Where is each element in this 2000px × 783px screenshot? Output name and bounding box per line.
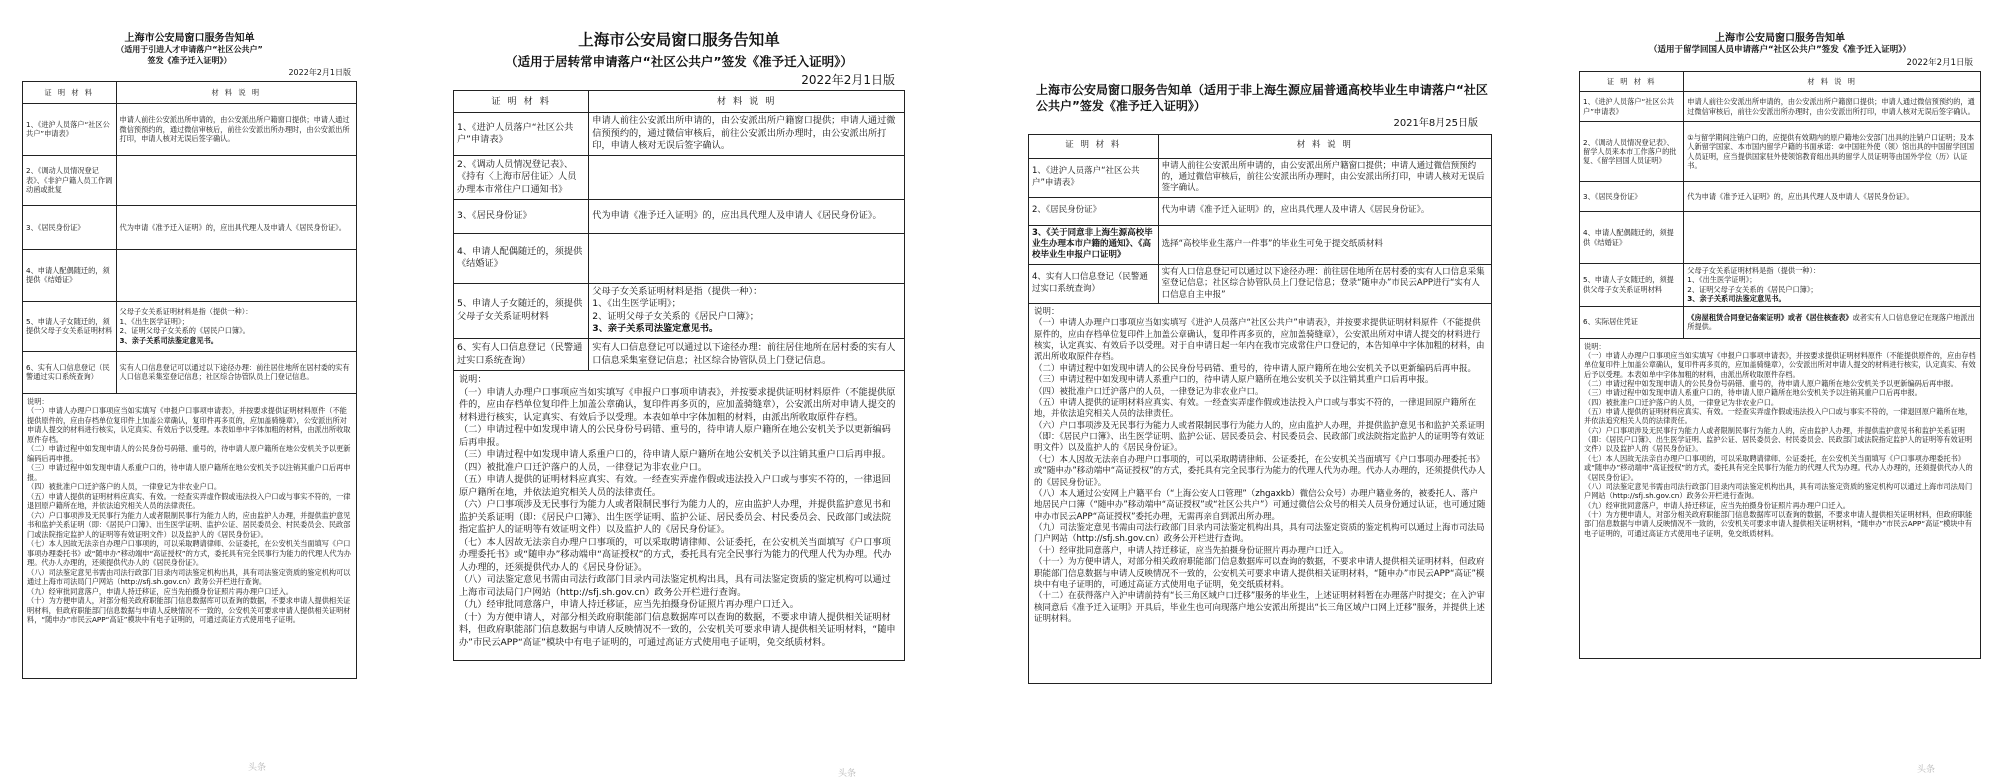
doc-date: 2021年8月25日版 — [1393, 118, 1478, 130]
watermark-text: 头条 — [838, 769, 857, 779]
note-item: （五）申请人提供的证明材料应真实、有效。一经查实弄虚作假或违法投入户口或与事实不符的，一律退回原户籍所在地，并依法追究相关人员的法律责任。 — [1034, 397, 1477, 420]
material-name: 1、《进沪人员落户“社区公共户”申请表》 — [23, 103, 117, 155]
description-bold: 3、亲子关系司法鉴定意见书。 — [592, 323, 719, 335]
note-item: （十）为方便申请人，对部分相关政府职能部门信息数据库可以查询的数据，不要求申请人提供相关证明材料，但政府职能部门信息数据与申请人反映情况不一致的，公安机关可要求申请人提供相关证明材料，“随申办”市民云APP“高证”模块中有电子证明的，可通过高证方式使用电子证明。 — [27, 596, 351, 625]
col-header-description: 材 料 说 明 — [116, 81, 356, 103]
material-description — [1684, 212, 1981, 264]
material-description — [1158, 197, 1491, 225]
doc-title: 上海市公安局窗口服务告知单 — [578, 31, 780, 49]
material-name: 5、申请人子女随迁的，须提供父母子女关系证明材料 — [454, 283, 589, 338]
note-item: （七）本人因故无法亲自办理户口事项的，可以采取聘请律师、公证委托，在公安机关当面填写《户口事项办理委托书》或“随申办”移动端申“高证授权”的方式，委托具有完全民事行为能力的代理人代为办理。代办人办理的，还须提供代办人的《居民身份证》。 — [459, 536, 892, 573]
description-text: 实有人口信息登记可以通过以下途径办理：前往居住地所在居村委的实有人口信息采集室登记信息；社区综合协管队员上门登记信息。 — [592, 341, 896, 366]
table-row — [1029, 197, 1492, 225]
material-description — [589, 155, 905, 199]
material-description — [1158, 225, 1491, 264]
material-name: 2、《调动人员情况登记表》、《持有〈上海市居住证〉人员办理本市常住户口通知书》 — [454, 155, 589, 199]
note-item: （三）申请过程中如发现申请人系重户口的，待申请人原户籍所在地公安机关予以注销其重户口后再申报。 — [1034, 375, 1434, 386]
material-name: 5、申请人子女随迁的，须提供父母子女关系证明材料 — [1580, 264, 1684, 306]
description-bold: 《房屋租赁合同登记备案证明》或者《居住核查表》 — [1687, 312, 1853, 322]
material-description — [1684, 182, 1981, 212]
material-name: 2、《调动人员情况登记表》、留学人员来本市工作落户的批复、《留学回国人员证明》 — [1580, 122, 1684, 182]
note-item: （四）被批准户口迁沪落户的人员，一律登记为非农业户口。 — [1034, 386, 1264, 397]
notice-doc-talent — [22, 28, 357, 778]
col-header-materials: 证 明 材 料 — [1029, 134, 1159, 158]
material-name: 6、实有人口信息登记（民警通过实口系统查询） — [23, 351, 117, 393]
note-item: （十）为方便申请人，对部分相关政府职能部门信息数据库可以查询的数据，不要求申请人提供相关证明材料，但政府职能部门信息数据与申请人反映情况不一致的，公安机关可要求申请人提供相关证明材料，“随申办”市民云APP“高证”模块中有电子证明的，可通过高证方式使用电子证明，免交纸质材料。 — [1584, 510, 1973, 538]
notes-heading: 说明： — [1034, 306, 1060, 317]
note-item: （四）被批准户口迁沪落户的人员，一律登记为非农业户口。 — [1584, 397, 1779, 407]
watermark-text: 头条 — [1917, 765, 1936, 775]
material-name: 1、《进沪人员落户“社区公共户”申请表》 — [1029, 158, 1159, 197]
doc-date: 2022年2月1日版 — [1906, 58, 1973, 69]
description-text: 代为申请《准予迁入证明》的，应出具代理人及申请人《居民身份证》。 — [119, 222, 346, 232]
note-item: （十二）在获得落户入沪申请前持有“长三角区域户口迁移”服务的毕业生，上述证明材料暂在办理落户时提交；在入沪审核同意后《准予迁入证明》开具后，毕业生也可向现落户地公安派出所提出“长三角区域户口网上迁移”服务，并提供上述证明材料。 — [1034, 591, 1485, 625]
note-item: （七）本人因故无法亲自办理户口事项的，可以采取聘请律师、公证委托，在公安机关当面填写《户口事项办理委托书》或“随申办”移动端申“高证授权”的方式，委托具有完全民事行为能力的代理人代为办理。代办人办理的，还须提供代办人的《居民身份证》。 — [27, 539, 351, 568]
material-description — [589, 199, 905, 233]
note-item: （七）本人因故无法亲自办理户口事项的，可以采取聘请律师、公证委托，在公安机关当面填写《户口事项办理委托书》或“随申办”移动端申“高证授权”的方式，委托具有完全民事行为能力的代理人代为办理。代办人办理的，还须提供代办人的《居民身份证》。 — [1034, 454, 1486, 488]
note-item: （六）户口事项涉及无民事行为能力人或者限制民事行为能力人的，应由监护人办理，并提供监护意见书和监护关系证明（即：《居民户口簿》、出生医学证明、监护公证、居民委员会、村民委员会、民政部门或法院指定监护人的证明等有效证明文件）以及监护人的《居民身份证》。 — [459, 499, 891, 536]
note-item: （七）本人因故无法亲自办理户口事项的，可以采取聘请律师、公证委托，在公安机关当面填写《户口事项办理委托书》或“随申办”移动端申“高证授权”的方式，委托具有完全民事行为能力的代理人代为办理。代办人办理的，还须提供代办人的《居民身份证》。 — [1584, 453, 1973, 482]
note-item: （三）申请过程中如发现申请人系重户口的，待申请人原户籍所在地公安机关予以注销其重户口后再申报。 — [459, 449, 891, 461]
col-header-materials: 证 明 材 料 — [454, 91, 589, 113]
notice-doc-graduate — [1028, 82, 1492, 772]
description-list-item: 2、证明父母子女关系的《居民户口簿》。 — [119, 326, 250, 336]
table-row — [1580, 182, 1981, 212]
materials-table — [1579, 71, 1981, 338]
description-text: 申请人前往公安派出所申请的，由公安派出所户籍窗口提供；申请人通过微信预预约的，通过微信审核后，前往公安派出所办理时，由公安派出所打印，申请人核对无误后签字确认。 — [592, 115, 896, 152]
description-text: 父母子女关系证明材料是指（提供一种）： — [592, 285, 763, 297]
description-text: 申请人前往公安派出所申请的，由公安派出所户籍窗口提供；申请人通过微信预预约的，通过微信审核后，前往公安派出所办理时，由公安派出所打印，申请人核对无误后签字确认。 — [1161, 160, 1485, 194]
note-item: （二）申请过程中如发现申请人的公民身份号码错、重号的，待申请人原户籍所在地公安机关予以更新编码后再申报。 — [1584, 378, 1958, 388]
material-name: 4、申请人配偶随迁的，须提供《结婚证》 — [1580, 212, 1684, 264]
note-item: （九）经审批同意落户，申请人持迁移证，应当先拍摄身份证照片再办理户口迁入。 — [1584, 500, 1850, 510]
doc-date: 2022年2月1日版 — [288, 68, 351, 78]
materials-table — [1028, 134, 1492, 304]
table-row — [1029, 158, 1492, 197]
notes-section — [453, 371, 905, 661]
material-name: 1、《进沪人员落户“社区公共户”申请表》 — [454, 113, 589, 156]
description-text: 申请人前往公安派出所申请的，由公安派出所户籍窗口提供；申请人通过微信预预约的，通过微信审核后，前往公安派出所办理时，由公安派出所打印，申请人核对无误后签字确认。 — [1687, 97, 1975, 116]
doc-subtitle: （适用于留学回国人员申请落户“社区公共户”签发《准予迁入证明》） — [1649, 45, 1911, 55]
description-bold: 3、亲子关系司法鉴定意见书。 — [1687, 294, 1786, 304]
material-name: 3、《居民身份证》 — [23, 205, 117, 249]
material-name: 6、实际居住凭证 — [1580, 306, 1684, 338]
material-description — [116, 351, 356, 393]
table-row — [454, 283, 905, 338]
note-item: （六）户口事项涉及无民事行为能力人或者限制民事行为能力人的，应由监护人办理，并提供监护意见书和监护关系证明（即：《居民户口簿》、出生医学证明、监护公证、居民委员会、村民委员会、民政部门或法院指定监护人的证明等有效证明文件）以及监护人的《居民身份证》。 — [27, 510, 351, 539]
doc-subtitle-2: 签发《准予迁入证明》） — [147, 55, 232, 65]
material-description — [589, 233, 905, 283]
material-name: 2、《居民身份证》 — [1029, 197, 1159, 225]
material-name: 5、申请人子女随迁的，须提供父母子女关系证明材料 — [23, 301, 117, 351]
notes-heading: 说明： — [27, 396, 49, 406]
table-row — [1580, 306, 1981, 338]
note-item: （九）经审批同意落户，申请人持迁移证，应当先拍摄身份证照片再办理户口迁入。 — [459, 599, 799, 611]
materials-rows — [1580, 92, 1981, 338]
material-description — [116, 205, 356, 249]
material-description — [1684, 92, 1981, 122]
material-name: 6、实有人口信息登记（民警通过实口系统查询） — [454, 339, 589, 371]
material-name: 4、申请人配偶随迁的，须提供《结婚证》 — [454, 233, 589, 283]
table-row — [23, 205, 357, 249]
description-text: 选择“高校毕业生落户一件事”的毕业生可免于提交纸质材料 — [1161, 239, 1383, 250]
material-name: 2、《调动人员情况登记表》、《非沪户籍人员工作调动函或批复 — [23, 155, 117, 205]
note-item: （十一）为方便申请人，对部分相关政府职能部门信息数据库可以查询的数据，不要求申请人提供相关证明材料，但政府职能部门信息数据与申请人反映情况不一致的，公安机关可要求申请人提供相关证明材料，“随申办”市民云APP“高证”模块中有电子证明的，可通过高证方式使用电子证明，免交纸质材料。 — [1034, 557, 1485, 590]
description-text: 实有人口信息登记可以通过以下途径办理：前往居住地所在居村委的实有人口信息采集室登记信息；社区综合协管队员上门登记信息；登录“随申办”市民云APP进行“实有人口信息自主申报” — [1161, 266, 1485, 300]
material-description — [1158, 264, 1491, 303]
note-item: （五）申请人提供的证明材料应真实、有效。一经查实弄虚作假或违法投入户口或与事实不符的，一律退回原户籍所在地，并依法追究相关人员的法律责任。 — [27, 491, 351, 511]
material-description — [116, 155, 356, 205]
note-item: （六）户口事项涉及无民事行为能力人或者限制民事行为能力人的，应由监护人办理，并提供监护意见书和监护关系证明（即：《居民户口簿》、出生医学证明、监护公证、居民委员会、村民委员会、民政部门或法院指定监护人的证明等有效证明文件）以及监护人的《居民身份证》。 — [1034, 420, 1485, 454]
description-list-item: 2、证明父母子女关系的《居民户口簿》； — [592, 310, 759, 322]
note-item: （十）为方便申请人，对部分相关政府职能部门信息数据库可以查询的数据，不要求申请人提供相关证明材料，但政府职能部门信息数据与申请人反映情况不一致的，公安机关可要求申请人提供相关证明材料，“随申办”市民云APP“高证”模块中有电子证明的，可通过高证方式使用电子证明，免交纸质材料。 — [459, 611, 896, 648]
note-item: （二）申请过程中如发现申请人的公民身份号码错、重号的，待申请人原户籍所在地公安机关予以更新编码后再申报。 — [459, 424, 891, 448]
material-description — [589, 283, 905, 338]
description-text: 代为申请《准予迁入证明》的，应出具代理人及申请人《居民身份证》。 — [592, 210, 882, 222]
doc-date: 2022年2月1日版 — [801, 73, 895, 88]
table-row — [23, 249, 357, 301]
material-description — [1158, 158, 1491, 197]
note-item: （一）申请人办理户口事项应当如实填写《申报户口事项申请表》，并按要求提供证明材料原件（不能提供原件的，应由存档单位复印件上加盖公章确认，复印件再多页的，应加盖骑缝章），公安派出所对申请人提交的材料进行核实，认定真实、有效后予以受理。本表如单中字体加粗的材料，由派出所收取原件存档。 — [459, 386, 896, 423]
table-row — [23, 301, 357, 351]
watermark-text: 头条 — [248, 763, 267, 773]
table-row — [1580, 92, 1981, 122]
table-row — [1580, 212, 1981, 264]
material-description — [1684, 122, 1981, 182]
materials-rows — [23, 103, 357, 393]
table-row — [454, 113, 905, 156]
material-name: 1、《进沪人员落户“社区公共户”申请表》 — [1580, 92, 1684, 122]
table-row — [1029, 264, 1492, 303]
material-description — [116, 103, 356, 155]
material-name: 4、申请人配偶随迁的，须提供《结婚证》 — [23, 249, 117, 301]
note-item: （八）司法鉴定意见书需由司法行政部门目录内司法鉴定机构出具，具有司法鉴定资质的鉴定机构可以通过上海市司法局门户网站（http://sfj.sh.gov.cn）政务公开栏进行查询。 — [459, 574, 891, 598]
col-header-materials: 证 明 材 料 — [1580, 72, 1684, 92]
description-text: ①与留学期间注销户口的，应提供有效期内的原户籍地公安部门出具的注销户口证明；及本人新留学国家、本市国内留学户籍的书面承诺：②中国驻外使（领）馆出具的中国留学回国人员证明，应当提供国家驻外使领馆教育组出具的留学人员证明等由国外学位（历）认证书。 — [1687, 132, 1975, 170]
description-text: 实有人口信息登记可以通过以下途径办理：前往居住地所在居村委的实有人口信息采集室登记信息；社区综合协管队员上门登记信息。 — [119, 362, 350, 382]
notice-doc-residence — [453, 28, 905, 778]
table-row — [23, 103, 357, 155]
doc-title: 上海市公安局窗口服务告知单（适用于非上海生源应届普通高校毕业生申请落户“社区公共户”签发《准予迁入证明》） — [1036, 83, 1488, 114]
doc-subtitle: （适用于居转常申请落户“社区公共户”签发《准予迁入证明》） — [505, 54, 853, 70]
note-item: （八）司法鉴定意见书需由司法行政部门目录内司法鉴定机构出具，具有司法鉴定资质的鉴定机构可以通过上海市司法局门户网站（http://sfj.sh.gov.cn）政务公开栏进行查询。 — [27, 567, 351, 587]
notes-section — [22, 394, 357, 679]
table-row — [1580, 264, 1981, 306]
description-list-item: 2、证明父母子女关系的《居民户口簿》； — [1687, 284, 1818, 294]
material-description — [1684, 306, 1981, 338]
doc-title: 上海市公安局窗口服务告知单 — [1715, 33, 1845, 44]
materials-table — [453, 90, 905, 371]
note-item: （三）申请过程中如发现申请人系重户口的，待申请人原户籍所在地公安机关予以注销其重户口后再申报。 — [1584, 388, 1922, 398]
description-text: 父母子女关系证明材料是指（提供一种）： — [1687, 266, 1821, 276]
col-header-materials: 证 明 材 料 — [23, 81, 117, 103]
description-text: 父母子女关系证明材料是指（提供一种）： — [119, 307, 253, 317]
notice-doc-overseas — [1579, 28, 1981, 778]
material-name: 3、《关于同意非上海生源高校毕业生办理本市户籍的通知》、《高校毕业生申报户口证明》 — [1029, 225, 1159, 264]
note-item: （八）本人通过公安网上户籍平台（“上海公安人口管理”（zhgaxkb）微信公众号）办理户籍业务的，被委托人、落户地居民户口簿（“随申办”移动端申“高证授权”或“社区公共户”）可通过微信公众号的相关人员身份通过认证，也可通过随申办市民云APP“高证授权”委托办理，无需再亲自到派出所办理。 — [1034, 488, 1486, 522]
description-text: 申请人前往公安派出所申请的，由公安派出所户籍窗口提供；申请人通过微信预预约的，通过微信审核后，前往公安派出所办理时，由公安派出所打印，申请人核对无误后签字确认。 — [119, 115, 350, 144]
description-list-item: 1、《出生医学证明》； — [1687, 275, 1757, 285]
col-header-description: 材 料 说 明 — [1684, 72, 1981, 92]
col-header-description: 材 料 说 明 — [589, 91, 905, 113]
note-item: （九）经审批同意落户，申请人持迁移证，应当先拍摄身份证照片再办理户口迁入。 — [27, 586, 293, 596]
notes-section — [1579, 339, 1981, 659]
note-item: （五）申请人提供的证明材料应真实、有效。一经查实弄虚作假或违法投入户口或与事实不符的，一律退回原户籍所在地，并依法追究相关人员的法律责任。 — [459, 474, 891, 498]
description-bold: 3、亲子关系司法鉴定意见书。 — [119, 335, 218, 345]
note-item: （九）司法鉴定意见书需由司法行政部门目录内司法鉴定机构出具，具有司法鉴定资质的鉴定机构可以通过上海市司法局门户网站（http://sfj.sh.gov.cn）政务公开栏进行查询。 — [1034, 523, 1485, 545]
description-list-item: 1、《出生医学证明》； — [592, 298, 681, 310]
materials-rows — [1029, 158, 1492, 303]
description-text: 代为申请《准予迁入证明》的，应出具代理人及申请人《居民身份证》。 — [1161, 205, 1430, 216]
table-row — [1029, 225, 1492, 264]
description-list-item: 1、《出生医学证明》； — [119, 316, 189, 326]
note-item: （一）申请人办理户口事项应当如实填写《进沪人员落户“社区公共户”申请表》，并按要求提供证明材料原件（不能提供原件的，应由存档单位复印件上加盖公章确认，复印件再多页的，应加盖骑缝章），公安派出所对申请人提交的材料进行核实，认定真实、有效后予以受理。对于自申请日起一年内在我市完成常住户口登记的，本告知单中字体加粗的材料，由派出所收取原件存档。 — [1034, 318, 1485, 363]
material-description — [116, 249, 356, 301]
description-text: 代为申请《准予迁入证明》的，应出具代理人及申请人《居民身份证》。 — [1687, 191, 1914, 201]
col-header-description: 材 料 说 明 — [1158, 134, 1491, 158]
table-row — [1580, 122, 1981, 182]
table-row — [454, 339, 905, 371]
table-row — [23, 351, 357, 393]
material-name: 3、《居民身份证》 — [454, 199, 589, 233]
material-description — [1684, 264, 1981, 306]
note-item: （一）申请人办理户口事项应当如实填写《申报户口事项申请表》，并按要求提供证明材料原件（不能提供原件的，应由存档单位复印件上加盖公章确认，复印件再多页的，应加盖骑缝章），公安派出所对申请人提交的材料进行核实，认定真实、有效后予以受理。本表如单中字体加粗的材料，由派出所收取原件存档。 — [1584, 350, 1976, 379]
notes-heading: 说明： — [459, 374, 487, 385]
note-item: （六）户口事项涉及无民事行为能力人或者限制民事行为能力人的，应由监护人办理，并提供监护意见书和监护关系证明（即：《居民户口簿》、出生医学证明、监护公证、居民委员会、村民委员会、民政部门或法院指定监护人的证明等有效证明文件）以及监护人的《居民身份证》。 — [1584, 425, 1973, 454]
note-item: （十）经审批同意落户，申请人持迁移证，应当先拍摄身份证照片再办理户口迁入。 — [1034, 545, 1349, 556]
material-description — [116, 301, 356, 351]
material-description — [589, 113, 905, 156]
notes-heading: 说明： — [1584, 341, 1606, 351]
description-text: 或者实有人口信息登记在现落户地派出所提供。 — [1687, 312, 1975, 332]
material-name: 4、实有人口信息登记（民警通过实口系统查询） — [1029, 264, 1159, 303]
material-description — [589, 339, 905, 371]
note-item: （四）被批准户口迁沪落户的人员，一律登记为非农业户口。 — [459, 461, 708, 473]
notes-section — [1028, 304, 1492, 684]
note-item: （二）申请过程中如发现申请人的公民身份号码错、重号的，待申请人原户籍所在地公安机关予以更新编码后再申报。 — [27, 444, 351, 463]
note-item: （二）申请过程中如发现申请人的公民身份号码错、重号的，待申请人原户籍所在地公安机关予以更新编码后再申报。 — [1034, 363, 1477, 374]
materials-table — [22, 81, 357, 394]
note-item: （五）申请人提供的证明材料应真实、有效。一经查实弄虚作假或违法投入户口或与事实不符的，一律退回原户籍所在地，并依法追究相关人员的法律责任。 — [1584, 407, 1973, 426]
table-row — [454, 233, 905, 283]
table-row — [454, 199, 905, 233]
doc-title: 上海市公安局窗口服务告知单 — [124, 33, 255, 44]
table-row — [454, 155, 905, 199]
note-item: （一）申请人办理户口事项应当如实填写《申报户口事项申请表》，并按要求提供证明材料原件（不能提供原件的，应由存档单位复印件上加盖公章确认，复印件再多页的，应加盖骑缝章），公安派出所对申请人提交的材料进行核实，认定真实、有效后予以受理。本表如单中字体加粗的材料，由派出所收取原件存档。 — [27, 406, 351, 444]
note-item: （三）申请过程中如发现申请人系重户口的，待申请人原户籍所在地公安机关予以注销其重户口后再申报。 — [27, 463, 351, 482]
note-item: （四）被批准户口迁沪落户的人员，一律登记为非农业户口。 — [27, 482, 222, 492]
table-row — [23, 155, 357, 205]
note-item: （八）司法鉴定意见书需由司法行政部门目录内司法鉴定机构出具，具有司法鉴定资质的鉴定机构可以通过上海市司法局门户网站（http://sfj.sh.gov.cn）政务公开栏进行查询。 — [1584, 481, 1973, 501]
materials-rows — [454, 113, 905, 371]
material-name: 3、《居民身份证》 — [1580, 182, 1684, 212]
doc-subtitle: （适用于引进人才申请落户“社区公共户” — [116, 45, 263, 55]
